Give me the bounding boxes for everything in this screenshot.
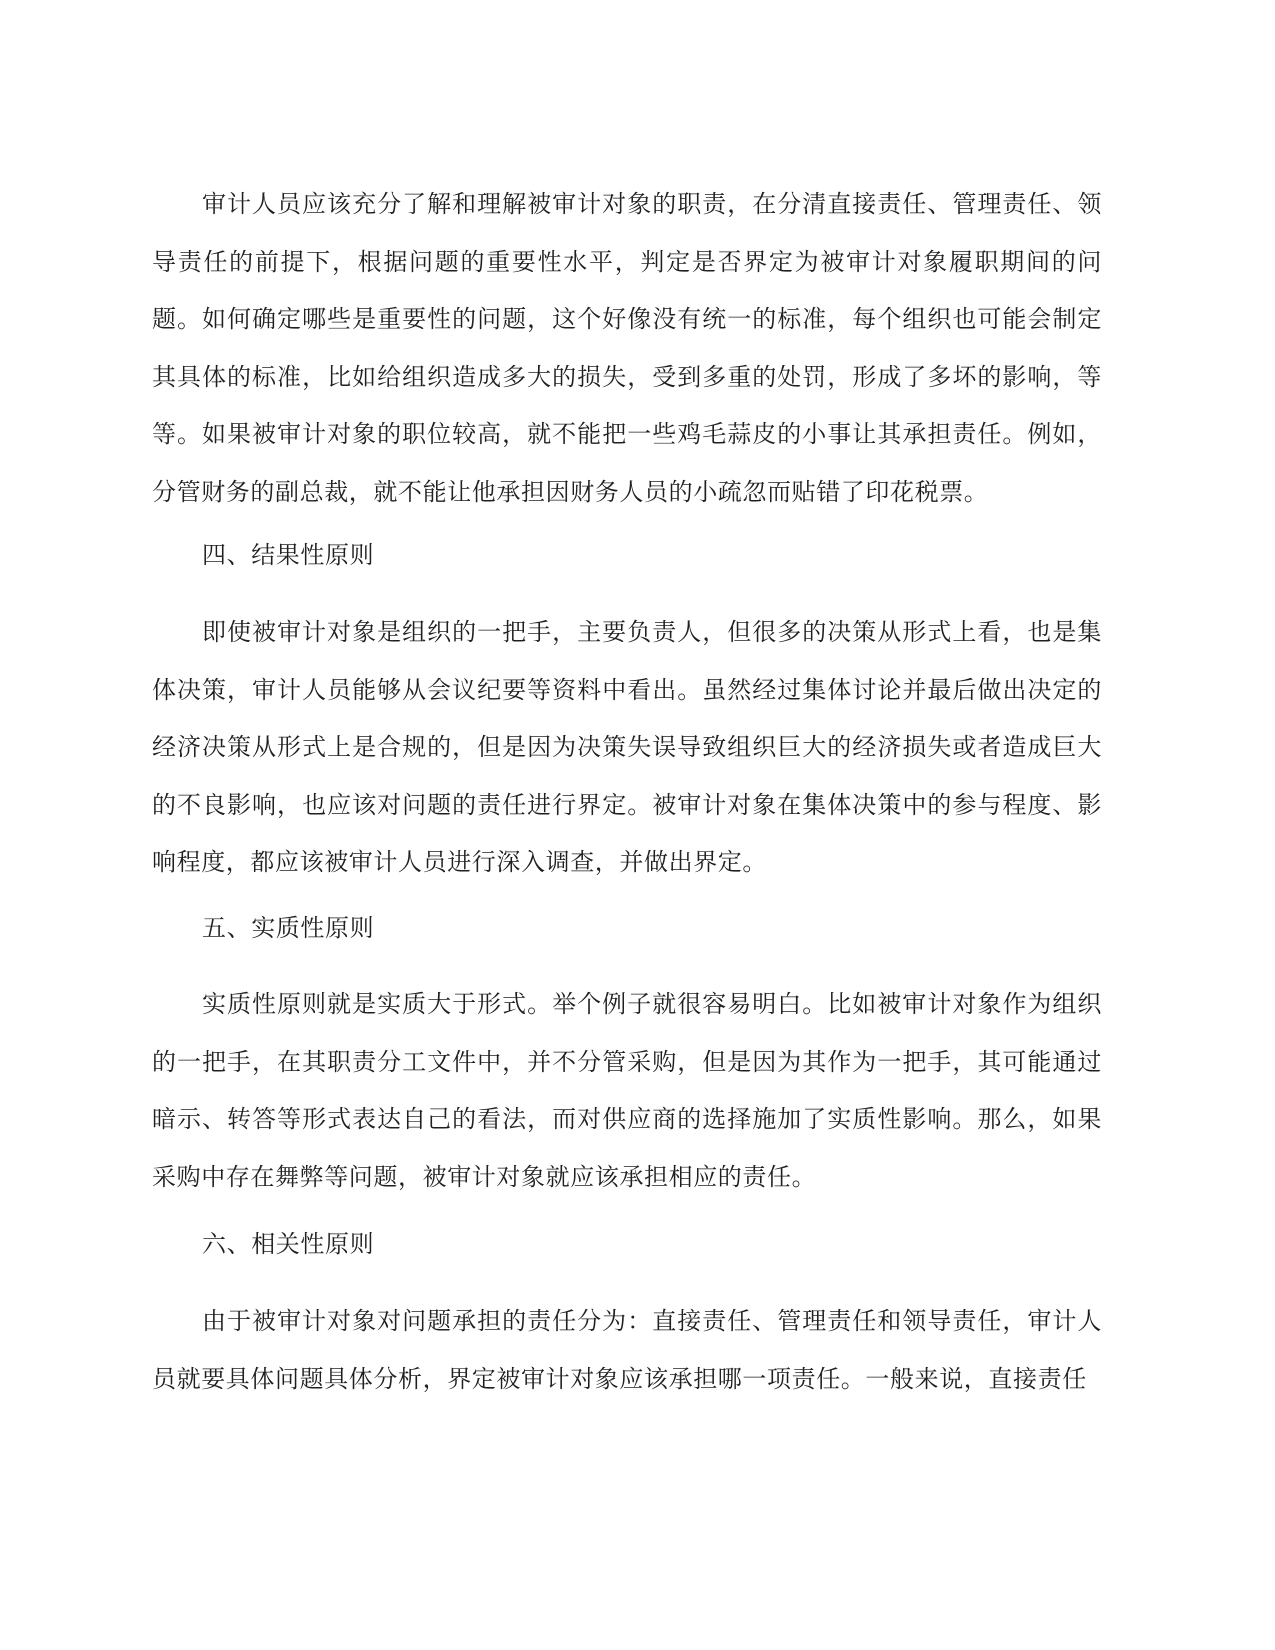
paragraph-responsibility-scope: 审计人员应该充分了解和理解被审计对象的职责，在分清直接责任、管理责任、领导责任的前提下，根据问题的重要性水平，判定是否界定为被审计对象履职期间的问题。如何确定哪些是重要性的问题，这个好像没有统一的标准，每个组织也可能会制定其具体的标准，比如给组织造成多大的损失，受到多重的处罚，形成了多坏的影响，等等。如果被审计对象的职位较高，就不能把一些鸡毛蒜皮的小事让其承担责任。例如，分管财务的副总裁，就不能让他承担因财务人员的小疏忽而贴错了印花税票。: [152, 190, 1102, 506]
heading-relevance-principle: 六、相关性原则: [202, 1230, 375, 1258]
heading-result-principle: 四、结果性原则: [202, 541, 375, 569]
paragraph-result-principle: 即使被审计对象是组织的一把手，主要负责人，但很多的决策从形式上看，也是集体决策，审计人员能够从会议纪要等资料中看出。虽然经过集体讨论并最后做出决定的经济决策从形式上是合规的，但是因为决策失误导致组织巨大的经济损失或者造成巨大的不良影响，也应该对问题的责任进行界定。被审计对象在集体决策中的参与程度、影响程度，都应该被审计人员进行深入调查，并做出界定。: [152, 618, 1102, 876]
heading-substance-principle: 五、实质性原则: [202, 914, 375, 942]
paragraph-substance-principle: 实质性原则就是实质大于形式。举个例子就很容易明白。比如被审计对象作为组织的一把手，在其职责分工文件中，并不分管采购，但是因为其作为一把手，其可能通过暗示、转答等形式表达自己的看法，而对供应商的选择施加了实质性影响。那么，如果采购中存在舞弊等问题，被审计对象就应该承担相应的责任。: [152, 990, 1102, 1191]
paragraph-relevance-principle: 由于被审计对象对问题承担的责任分为：直接责任、管理责任和领导责任，审计人员就要具体问题具体分析，界定被审计对象应该承担哪一项责任。一般来说，直接责任: [152, 1307, 1102, 1393]
